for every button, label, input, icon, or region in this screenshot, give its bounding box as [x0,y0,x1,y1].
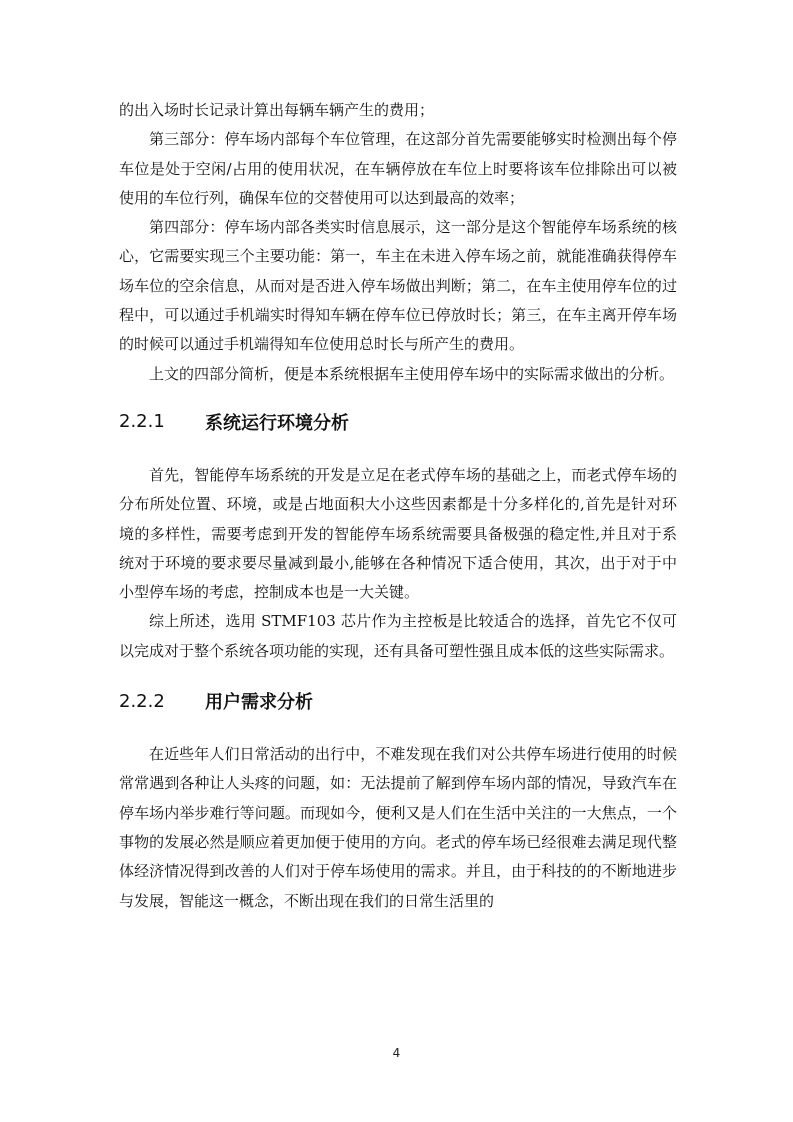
paragraph-part-four: 第四部分：停车场内部各类实时信息展示，这一部分是这个智能停车场系统的核心，它需要实现三个主要功能：第一，车主在未进入停车场之前，就能准确获得停车场车位的空余信息，从而对是否进入停车场做出判断；第二，在车主使用停车位的过程中，可以通过手机端实时得知车辆在停车位已停放时长；第三，在车主离开停车场的时候可以通过手机端得知车位使用总时长与所产生的费用。 [119,218,677,354]
paragraph-environment-1: 首先，智能停车场系统的开发是立足在老式停车场的基础之上，而老式停车场的分布所处位置、环境，或是占地面积大小这些因素都是十分多样化的,首先是针对环境的多样性，需要考虑到开发的智能停车场系统需要具备极强的稳定性,并且对于系统对于环境的要求要尽量减到最小,能够在各种情况下适合使用，其次，出于对于中小型停车场的考虑，控制成本也是一大关键。 [119,465,677,602]
section-number: 2.2.1 [119,411,165,433]
paragraph-user-needs: 在近些年人们日常活动的出行中，不难发现在我们对公共停车场进行使用的时候常常遇到各种让人头疼的问题，如：无法提前了解到停车场内部的情况，导致汽车在停车场内举步难行等问题。而现如今，便利又是人们在生活中关注的一大焦点，一个事物的发展必然是顺应着更加便于使用的方向。老式的停车场已经很难去满足现代整体经济情况得到改善的人们对于停车场使用的需求。并且，由于科技的的不断地进步与发展，智能这一概念，不断出现在我们的日常生活里的 [119,745,677,910]
page-content [119,96,677,916]
section-heading-2-2-2 [119,684,677,718]
section-title: 系统运行环境分析 [205,412,349,434]
paragraph-continuation: 的出入场时长记录计算出每辆车辆产生的费用； [119,101,435,119]
section-number: 2.2.2 [119,690,165,712]
section-title: 用户需求分析 [205,692,313,714]
paragraph-part-three: 第三部分：停车场内部每个车位管理，在这部分首先需要能够实时检测出每个停车位是处于空闲/占用的使用状况，在车辆停放在车位上时要将该车位排除出可以被使用的车位行列，确保车位的交替使用可以达到最高的效率； [119,130,677,207]
page-number: 4 [392,1046,401,1060]
section-heading-2-2-1 [119,405,677,439]
paragraph-environment-2: 综上所述，选用 STMF103 芯片作为主控板是比较适合的选择，首先它不仅可以完成对于整个系统各项功能的实现，还有具备可塑性强且成本低的这些实际需求。 [119,612,677,660]
paragraph-summary: 上文的四部分简析，便是本系统根据车主使用停车场中的实际需求做出的分析。 [149,364,675,383]
